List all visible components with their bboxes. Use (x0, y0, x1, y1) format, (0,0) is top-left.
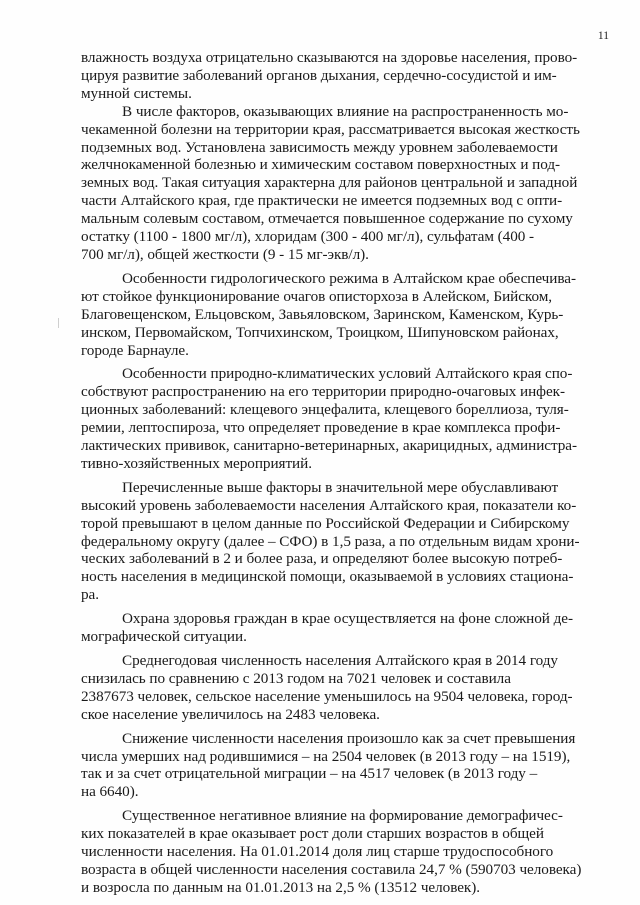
text-line: Существенное негативное влияние на формирование демографичес- (122, 807, 563, 825)
text-line: Особенности природно-климатических условий Алтайского края спо- (122, 365, 573, 383)
text-line: Снижение численности населения произошло как за счет превышения (122, 729, 576, 747)
text-line: тивно-хозяйственных мероприятий. (81, 454, 312, 472)
text-line: так и за счет отрицательной миграции – на 4517 человек (в 2013 году – (81, 765, 538, 783)
text-line: Перечисленные выше факторы в значительной мере обуславливают (122, 478, 559, 496)
text-line: ность населения в медицинской помощи, оказываемой в условиях стациона- (81, 568, 574, 586)
text-line: В числе факторов, оказывающих влияние на распространенность мо- (122, 102, 569, 120)
paragraph-2 (81, 103, 605, 264)
text-line: желчнокаменной болезнью и химическим составом поверхностных и под- (81, 156, 561, 174)
text-line: Среднегодовая численность населения Алтайского края в 2014 году (122, 652, 558, 669)
paragraph-9 (81, 807, 605, 897)
paragraph-3 (81, 270, 605, 360)
text-line: числа умерших над родившимися – на 2504 человек (в 2013 году – на 1519), (81, 747, 571, 765)
text-line: ционных заболеваний: клещевого энцефалита, клещевого бореллиоза, туля- (81, 401, 569, 419)
text-line: Охрана здоровья граждан в крае осуществляется на фоне сложной де- (122, 610, 573, 628)
text-line: лактических прививок, санитарно-ветеринарных, акарицидных, администра- (81, 437, 577, 455)
paragraph-5 (81, 479, 605, 604)
text-line: возраста в общей численности населения составила 24,7 % (590703 человека) (81, 860, 582, 878)
text-line: снизилась по сравнению с 2013 годом на 7021 человек и составила (81, 669, 511, 687)
text-line: и возросла по данным на 01.01.2013 на 2,5 % (13512 человек). (81, 878, 480, 896)
body-text (81, 49, 605, 897)
text-line: земных вод. Такая ситуация характерна для районов центральной и западной (81, 174, 578, 192)
text-line: чекаменной болезни на территории края, рассматривается высокая жесткость (81, 120, 580, 138)
page-number: 11 (597, 30, 609, 42)
text-line: ких показателей в крае оказывает рост доли старших возрастов в общей (81, 825, 544, 843)
text-line: федеральному округу (далее – СФО) в 1,5 раза, а по отдельным видам хрони- (81, 532, 580, 550)
text-line: остатку (1100 - 1800 мг/л), хлоридам (300 - 400 мг/л), сульфатам (400 - (81, 228, 535, 246)
margin-mark (58, 318, 59, 328)
text-line: 2387673 человек, сельское население уменьшилось на 9504 человека, город- (81, 687, 573, 705)
text-line: торой превышают в целом данные по Российской Федерации и Сибирскому (81, 514, 570, 532)
text-line: мунной системы. (81, 84, 192, 102)
text-line: ремии, лептоспироза, что определяет проведение в крае комплекса профи- (81, 419, 561, 437)
text-line: ское население увеличилось на 2483 человека. (81, 705, 380, 723)
text-line: ческих заболеваний в 2 и более раза, и определяют более высокую потреб- (81, 550, 563, 568)
text-line: ра. (81, 586, 99, 604)
text-line: мографической ситуации. (81, 628, 247, 646)
paragraph-6 (81, 610, 605, 646)
paragraph-4 (81, 365, 605, 472)
text-line: ют стойкое функционирование очагов описторхоза в Алейском, Бийском, (81, 287, 553, 305)
text-line: части Алтайского края, где практически не имеется подземных вод с опти- (81, 192, 563, 210)
text-line: численности населения. На 01.01.2014 доля лиц старше трудоспособного (81, 843, 554, 861)
text-line: городе Барнауле. (81, 341, 189, 359)
text-line: высокий уровень заболеваемости населения Алтайского края, показатели ко- (81, 496, 577, 514)
text-line: подземных вод. Установлена зависимость между уровнем заболеваемости (81, 138, 558, 156)
paragraph-8 (81, 730, 605, 802)
text-line: на 6640). (81, 783, 139, 801)
text-line: Благовещенском, Ельцовском, Завьяловском, Заринском, Каменском, Курь- (81, 305, 564, 323)
text-line: Особенности гидрологического режима в Алтайском крае обеспечива- (122, 269, 576, 287)
text-line: инском, Первомайском, Топчихинском, Троицком, Шипуновском районах, (81, 323, 559, 341)
text-line: 700 мг/л), общей жесткости (9 - 15 мг-экв/л). (81, 245, 369, 263)
text-line: цируя развитие заболеваний органов дыхания, сердечно-сосудистой и им- (81, 66, 557, 84)
paragraph-7 (81, 652, 605, 724)
text-line: мальным солевым составом, отмечается повышенное содержание по сухому (81, 210, 573, 228)
paragraph-1 (81, 49, 605, 103)
text-line: влажность воздуха отрицательно сказываются на здоровье населения, прово- (81, 49, 578, 66)
text-line: собствуют распространению на его территории природно-очаговых инфек- (81, 383, 565, 401)
